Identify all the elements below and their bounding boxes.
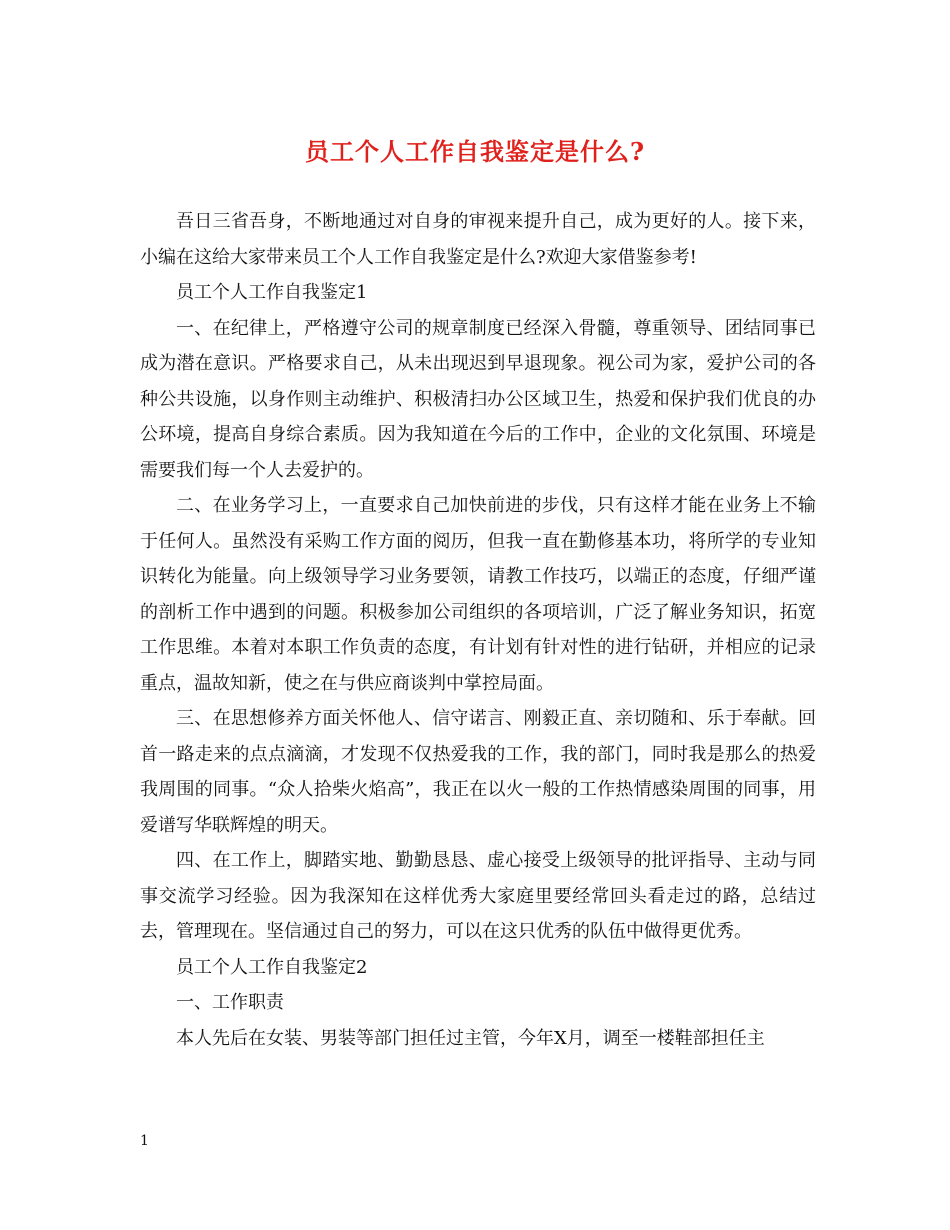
section-heading: 员工个人工作自我鉴定2 [176,956,368,978]
body-paragraph: 四、在工作上，脚踏实地、勤勤恳恳、虚心接受上级领导的批评指导、主动与同事交流学习经验。因为我深知在这样优秀大家庭里要经常回头看走过的路，总结过去，管理现在。坚信通过自己的努力，可以在这只优秀的队伍中做得更优秀。 [140,850,816,942]
body-paragraph: 本人先后在女装、男装等部门担任过主管，今年X月，调至一楼鞋部担任主 [176,1027,765,1049]
body-paragraph: 三、在思想修养方面关怀他人、信守诺言、刚毅正直、亲切随和、乐于奉献。回首一路走来的点点滴滴，才发现不仅热爱我的工作，我的部门，同时我是那么的热爱我周围的同事。“众人拾柴火焰高”，我正在以火一般的工作热情感染周围的同事，用爱谱写华联辉煌的明天。 [140,708,816,836]
body-paragraph: 二、在业务学习上，一直要求自己加快前进的步伐，只有这样才能在业务上不输于任何人。虽然没有采购工作方面的阅历，但我一直在勤修基本功，将所学的专业知识转化为能量。向上级领导学习业务要领，请教工作技巧，以端正的态度，仔细严谨的剖析工作中遇到的问题。积极参加公司组织的各项培训，广泛了解业务知识，拓宽工作思维。本着对本职工作负责的态度，有计划有针对性的进行钻研，并相应的记录重点，温故知新，使之在与供应商谈判中掌控局面。 [140,495,816,694]
document-title: 员工个人工作自我鉴定是什么? [304,137,646,166]
intro-paragraph: 吾日三省吾身，不断地通过对自身的审视来提升自己，成为更好的人。接下来，小编在这给大家带来员工个人工作自我鉴定是什么?欢迎大家借鉴参考! [140,211,816,268]
document-body [140,204,816,1056]
subsection-heading: 一、工作职责 [176,992,284,1013]
body-paragraph: 一、在纪律上，严格遵守公司的规章制度已经深入骨髓，尊重领导、团结同事已成为潜在意识。严格要求自己，从未出现迟到早退现象。视公司为家，爱护公司的各种公共设施，以身作则主动维护、积极清扫办公区域卫生，热爱和保护我们优良的办公环境，提高自身综合素质。因为我知道在今后的工作中，企业的文化氛围、环境是需要我们每一个人去爱护的。 [140,317,816,481]
page-number: 1 [140,1133,149,1149]
section-heading: 员工个人工作自我鉴定1 [176,282,368,303]
